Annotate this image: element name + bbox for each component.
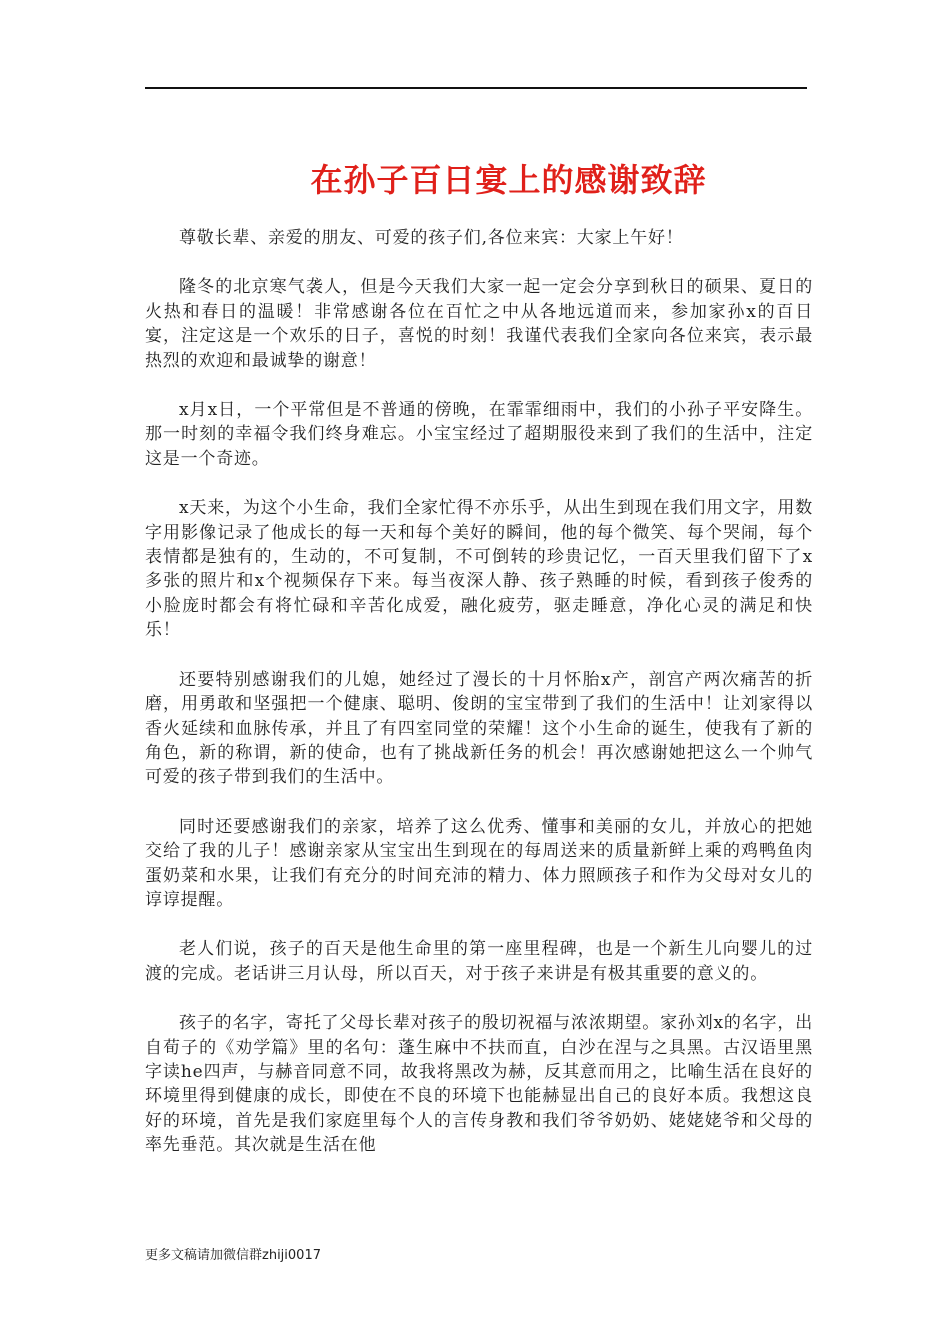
paragraph-birth: x月x日，一个平常但是不普通的傍晚，在霏霏细雨中，我们的小孙子平安降生。那一时刻的幸福令我们终身难忘。小宝宝经过了超期服役来到了我们的生活中，注定这是一个奇迹。	[145, 400, 813, 469]
document-title: 在孙子百日宴上的感谢致辞	[310, 161, 707, 199]
paragraph-welcome: 隆冬的北京寒气袭人，但是今天我们大家一起一定会分享到秋日的硕果、夏日的火热和春日的温暖！非常感谢各位在百忙之中从各地远道而来，参加家孙x的百日宴，注定这是一个欢乐的日子，喜悦的时刻！我谨代表我们全家向各位来宾，表示最热烈的欢迎和最诚挚的谢意！	[145, 277, 813, 371]
paragraph-milestone: 老人们说，孩子的百天是他生命里的第一座里程碑，也是一个新生儿向婴儿的过渡的完成。老话讲三月认母，所以百天，对于孩子来讲是有极其重要的意义的。	[145, 939, 813, 984]
footer-note: 更多文稿请加微信群zhiji0017	[145, 1248, 321, 1263]
paragraph-greeting: 尊敬长辈、亲爱的朋友、可爱的孩子们,各位来宾：大家上午好！	[179, 228, 684, 248]
paragraph-name-meaning: 孩子的名字，寄托了父母长辈对孩子的殷切祝福与浓浓期望。家孙刘x的名字，出自荀子的《劝学篇》里的名句：蓬生麻中不扶而直，白沙在涅与之具黑。古汉语里黑字读he四声，与赫音同意不同，故我将黑改为赫，反其意而用之，比喻生活在良好的环境里得到健康的成长，即使在不良的环境下也能赫显出自己的良好本质。我想这良好的环境，首先是我们家庭里每个人的言传身教和我们爷爷奶奶、姥姥姥爷和父母的率先垂范。其次就是生活在他	[145, 1013, 813, 1156]
document-body	[145, 226, 813, 1183]
header-rule	[145, 87, 807, 89]
paragraph-thanks-in-laws: 同时还要感谢我们的亲家，培养了这么优秀、懂事和美丽的女儿，并放心的把她交给了我的儿子！感谢亲家从宝宝出生到现在的每周送来的质量新鲜上乘的鸡鸭鱼肉蛋奶菜和水果，让我们有充分的时间充沛的精力、体力照顾孩子和作为父母对女儿的谆谆提醒。	[145, 816, 813, 910]
paragraph-hundred-days: x天来，为这个小生命，我们全家忙得不亦乐乎，从出生到现在我们用文字，用数字用影像记录了他成长的每一天和每个美好的瞬间，他的每个微笑、每个哭闹，每个表情都是独有的，生动的，不可复制，不可倒转的珍贵记忆，一百天里我们留下了x多张的照片和x个视频保存下来。每当夜深人静、孩子熟睡的时候，看到孩子俊秀的小脸庞时都会有将忙碌和辛苦化成爱，融化疲劳，驱走睡意，净化心灵的满足和快乐！	[145, 498, 813, 641]
paragraph-thanks-daughter-in-law: 还要特别感谢我们的儿媳，她经过了漫长的十月怀胎x产，剖宫产两次痛苦的折磨，用勇敢和坚强把一个健康、聪明、俊朗的宝宝带到了我们的生活中！让刘家得以香火延续和血脉传承，并且了有四室同堂的荣耀！这个小生命的诞生，使我有了新的角色，新的称谓，新的使命，也有了挑战新任务的机会！再次感谢她把这么一个帅气可爱的孩子带到我们的生活中。	[145, 669, 813, 788]
